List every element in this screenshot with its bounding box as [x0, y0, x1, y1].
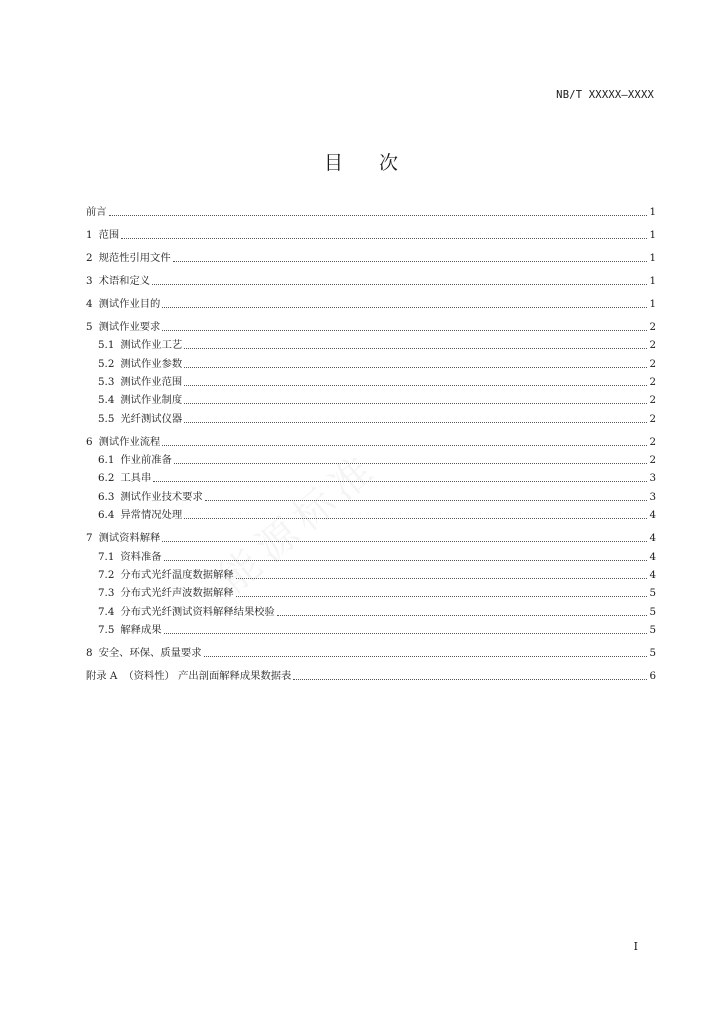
toc-leader [293, 678, 647, 680]
toc-entry-label: 异常情况处理 [120, 509, 183, 522]
toc-leader [205, 499, 648, 501]
toc-entry-7-3[interactable] [86, 582, 656, 600]
toc-entry-label: 测试作业制度 [120, 394, 183, 407]
toc-entry-label: 测试资料解释 [98, 532, 161, 545]
toc-leader [164, 632, 648, 634]
toc-leader [162, 306, 647, 308]
toc-entry-number: 5.5 [98, 412, 115, 425]
toc-entry-number: 2 [86, 252, 93, 265]
toc-entry-number: 7.2 [98, 568, 115, 581]
toc-entry-number: 7.1 [98, 550, 115, 563]
toc-entry-label: 前言 [86, 206, 107, 219]
toc-entry-5-5[interactable] [86, 407, 656, 425]
toc-entry-label: 分布式光纤测试资料解释结果校验 [120, 605, 275, 618]
toc-entry-label: 测试作业工艺 [120, 339, 183, 352]
toc-entry-4[interactable] [86, 293, 656, 311]
toc-leader [184, 384, 647, 386]
toc-leader [236, 595, 648, 597]
toc-entry-foreword[interactable] [86, 201, 656, 219]
toc-entry-page: 4 [649, 509, 656, 522]
toc-leader [184, 402, 647, 404]
toc-leader [173, 260, 648, 262]
toc-entry-number: 5 [86, 320, 93, 333]
toc-entry-page: 4 [649, 550, 656, 563]
toc-entry-number: 6.4 [98, 509, 115, 522]
toc-entry-5-4[interactable] [86, 389, 656, 407]
toc-entry-page: 1 [649, 297, 656, 310]
toc-leader [184, 366, 647, 368]
toc-entry-label: （资料性） 产出剖面解释成果数据表 [123, 669, 292, 682]
toc-entry-number: 6.2 [98, 472, 115, 485]
toc-entry-7-1[interactable] [86, 545, 656, 563]
toc-entry-label: 测试作业技术要求 [120, 490, 203, 503]
toc-leader [174, 462, 648, 464]
toc-entry-label: 术语和定义 [98, 275, 151, 288]
toc-leader [162, 444, 647, 446]
toc-leader [109, 214, 648, 216]
page-number: I [633, 940, 638, 953]
toc-title-char-2: 次 [379, 152, 401, 174]
toc-leader [236, 577, 648, 579]
toc-entry-page: 1 [649, 206, 656, 219]
toc-entry-number: 5.3 [98, 376, 115, 389]
toc-entry-3[interactable] [86, 270, 656, 288]
header-doc-code: NB/T XXXXX—XXXX [556, 89, 654, 101]
toc-entry-number: 附录 A [86, 669, 118, 682]
toc-entry-number: 5.2 [98, 357, 115, 370]
toc-entry-5-2[interactable] [86, 352, 656, 370]
toc-leader [162, 329, 647, 331]
toc-title-char-1: 目 [323, 152, 345, 174]
toc-entry-8[interactable] [86, 642, 656, 660]
toc-leader [184, 347, 647, 349]
toc-title [0, 148, 724, 175]
toc-entry-label: 分布式光纤声波数据解释 [120, 587, 234, 600]
toc-entry-7-2[interactable] [86, 564, 656, 582]
toc-entry-appendix-a[interactable] [86, 664, 656, 682]
toc-entry-number: 6.3 [98, 490, 115, 503]
toc-entry-page: 2 [649, 357, 656, 370]
toc-entry-1[interactable] [86, 224, 656, 242]
toc-entry-5-1[interactable] [86, 334, 656, 352]
toc-entry-7-4[interactable] [86, 600, 656, 618]
toc-entry-page: 4 [649, 532, 656, 545]
toc-entry-label: 测试作业要求 [98, 320, 161, 333]
toc-leader [153, 480, 647, 482]
toc-entry-page: 3 [649, 472, 656, 485]
toc-entry-label: 分布式光纤温度数据解释 [120, 568, 234, 581]
toc-entry-number: 6 [86, 435, 93, 448]
toc-entry-page: 2 [649, 376, 656, 389]
toc-entry-page: 2 [649, 320, 656, 333]
toc-entry-page: 5 [649, 624, 656, 637]
toc-entry-page: 2 [649, 339, 656, 352]
toc-entry-page: 1 [649, 229, 656, 242]
toc-entry-number: 7.5 [98, 624, 115, 637]
toc-entry-label: 解释成果 [120, 624, 162, 637]
toc-entry-7-5[interactable] [86, 619, 656, 637]
toc-entry-page: 1 [649, 252, 656, 265]
toc-entry-page: 4 [649, 568, 656, 581]
toc-entry-number: 8 [86, 646, 93, 659]
toc-entry-page: 2 [649, 394, 656, 407]
toc-entry-number: 7 [86, 532, 93, 545]
toc-entry-label: 测试作业参数 [120, 357, 183, 370]
toc-leader [204, 655, 648, 657]
toc-leader [152, 283, 647, 285]
toc-entry-page: 2 [649, 412, 656, 425]
toc-entry-label: 资料准备 [120, 550, 162, 563]
toc-entry-page: 5 [649, 605, 656, 618]
toc-entry-number: 5.1 [98, 339, 115, 352]
toc-entry-page: 5 [649, 587, 656, 600]
toc-entry-5[interactable] [86, 315, 656, 333]
toc-entry-page: 1 [649, 275, 656, 288]
toc-entry-page: 2 [649, 435, 656, 448]
toc-entry-page: 5 [649, 646, 656, 659]
toc-entry-number: 6.1 [98, 454, 115, 467]
toc-entry-page: 2 [649, 454, 656, 467]
toc-entry-2[interactable] [86, 247, 656, 265]
toc-leader [121, 237, 647, 239]
toc-entry-6[interactable] [86, 430, 656, 448]
toc-entry-6-4[interactable] [86, 504, 656, 522]
toc-entry-number: 7.4 [98, 605, 115, 618]
toc-entry-label: 测试作业目的 [98, 297, 161, 310]
toc-entry-number: 3 [86, 275, 93, 288]
toc-entry-number: 5.4 [98, 394, 115, 407]
toc-entry-label: 测试作业流程 [98, 435, 161, 448]
toc-entry-number: 7.3 [98, 587, 115, 600]
toc-entry-number: 1 [86, 229, 93, 242]
toc-entry-label: 测试作业范围 [120, 376, 183, 389]
toc-entry-label: 工具串 [120, 472, 152, 485]
toc-entry-5-3[interactable] [86, 371, 656, 389]
toc-entry-page: 3 [649, 490, 656, 503]
toc-entry-label: 光纤测试仪器 [120, 412, 183, 425]
toc-entry-page: 6 [649, 669, 656, 682]
toc-entry-label: 范围 [98, 229, 120, 242]
toc-entry-label: 作业前准备 [120, 454, 172, 467]
toc-entry-label: 安全、环保、质量要求 [98, 646, 202, 659]
toc-list [86, 201, 656, 683]
toc-entry-number: 4 [86, 297, 93, 310]
toc-leader [184, 421, 647, 423]
toc-leader [277, 614, 648, 616]
toc-entry-label: 规范性引用文件 [98, 252, 171, 265]
toc-entry-7[interactable] [86, 527, 656, 545]
